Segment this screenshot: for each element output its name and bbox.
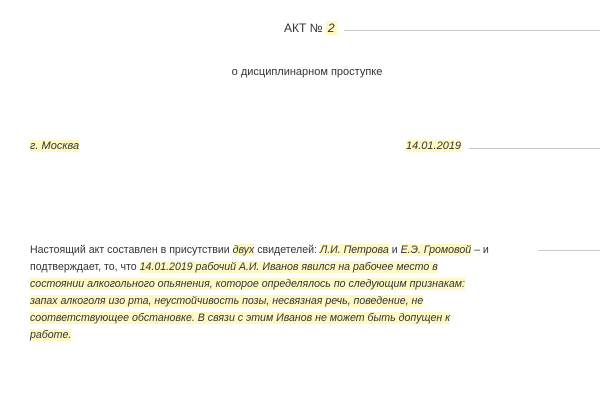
date-rule <box>469 148 600 149</box>
city-field <box>30 140 79 152</box>
witness-1: Л.И. Петрова <box>319 244 389 256</box>
incident-description-5: соответствующее обстановке. В связи с этим Иванов не может быть допущен к <box>30 312 451 324</box>
city-value: г. Москва <box>30 140 80 152</box>
title-rule <box>344 30 600 31</box>
witness-2: Е.Э. Громовой <box>400 244 472 256</box>
act-body <box>30 242 530 344</box>
date-field <box>406 140 461 152</box>
body-line-4 <box>30 293 530 310</box>
body-text-1b: свидетелей: <box>254 244 320 256</box>
body-line-6 <box>30 327 530 344</box>
incident-description-3: состоянии алкогольного опьянения, которое определялось по следующим признакам: <box>30 278 465 290</box>
act-subtitle: о дисциплинарном проступке <box>231 66 383 78</box>
body-line-1 <box>30 242 530 259</box>
act-title <box>284 21 337 35</box>
body-text-1c: – и <box>471 244 489 256</box>
date-value: 14.01.2019 <box>406 140 462 152</box>
witness-count: двух <box>232 244 255 256</box>
body-text-and: и <box>388 244 401 256</box>
incident-description-6: работе. <box>30 329 72 341</box>
body-rule <box>538 250 600 251</box>
body-line-2 <box>30 259 530 276</box>
incident-description-4: запах алкоголя изо рта, неустойчивость позы, несвязная речь, поведение, не <box>30 295 424 307</box>
act-title-prefix: АКТ № <box>284 21 323 35</box>
act-number-field: 2 <box>327 21 335 35</box>
incident-description-start: 14.01.2019 рабочий А.И. Иванов явился на рабочее место в <box>139 261 438 273</box>
body-line-3 <box>30 276 530 293</box>
body-text-2a: подтверждает, то, что <box>30 261 140 273</box>
body-text-1a: Настоящий акт составлен в присутствии <box>30 244 233 256</box>
body-line-5 <box>30 310 530 327</box>
